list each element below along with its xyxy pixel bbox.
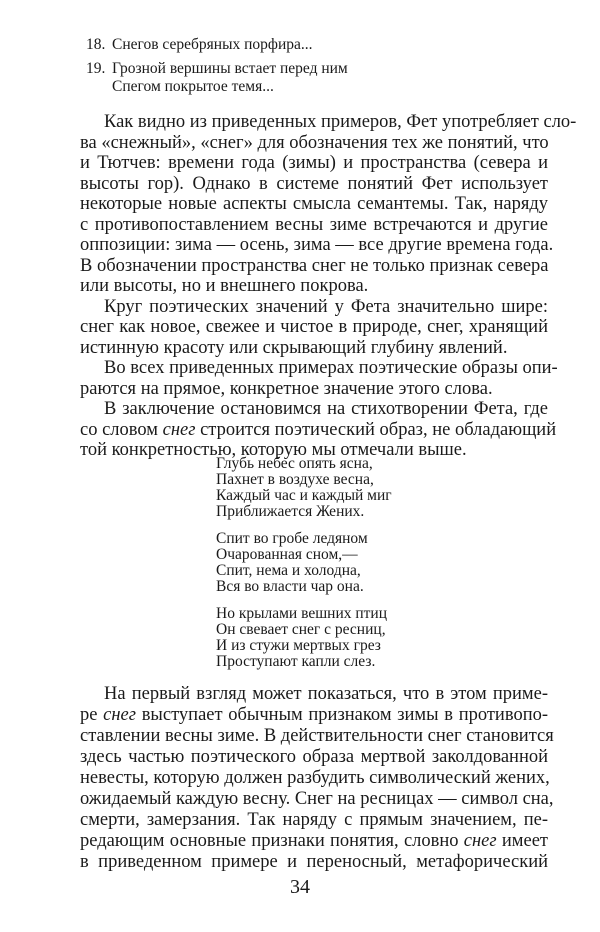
text-line	[80, 235, 554, 256]
text-line	[80, 684, 548, 705]
text-line	[80, 358, 558, 379]
text-line	[80, 174, 548, 195]
body-text-top	[80, 112, 577, 461]
item-text: Грозной вершины встает перед ним	[112, 60, 348, 77]
numbered-line	[86, 78, 348, 96]
text-line	[80, 747, 548, 768]
text-segment: невесты, которую должен разбудить символический жених,	[80, 768, 550, 788]
text-segment: На первый взгляд может показаться, что в этом приме-	[104, 684, 548, 704]
text-segment: оппозиции: зима — осень, зима — все другие времена года.	[80, 235, 554, 255]
text-line	[80, 194, 548, 215]
poem-line: Очарованная сном,—	[216, 546, 358, 563]
poem-line: Спит во гробе ледяном	[216, 530, 368, 547]
text-segment: некоторые новые аспекты смысла семантемы. Так, наряду	[80, 194, 548, 214]
text-line	[80, 133, 548, 154]
poem-line: Каждый час и каждый миг	[216, 487, 392, 504]
text-line	[80, 379, 548, 400]
text-segment: в приведенном примере и переносный, метафорический	[80, 852, 548, 872]
text-segment: строится поэтический образ, не обладающий	[195, 419, 557, 440]
text-line	[80, 256, 548, 277]
text-segment: раются на прямое, конкретное значение этого слова.	[80, 378, 493, 399]
text-segment: редающим основные признаки понятия, словно	[80, 831, 464, 851]
item-text: Спегом покрытое темя...	[112, 78, 274, 95]
text-segment: здесь частью поэтического образа мертвой заколдованной	[80, 747, 548, 767]
poem-line: И из стужи мертвых грез	[216, 637, 381, 654]
poem-line: Пахнет в воздухе весна,	[216, 471, 374, 488]
text-segment: выступает обычным признаком зимы в противопо-	[136, 705, 549, 725]
poem-quote	[216, 456, 392, 670]
body-text-bottom	[80, 684, 554, 873]
numbered-item	[86, 60, 348, 96]
text-segment: снег как новое, свежее и чистое в природе, снег, хранящий	[80, 317, 548, 337]
text-segment: Во всех приведенных примерах поэтические образы опи-	[104, 358, 558, 378]
text-segment: Как видно из приведенных примеров, Фет употребляет сло-	[104, 112, 577, 132]
text-segment: В обозначении пространства снег не только признак севера	[80, 255, 549, 276]
text-line	[80, 297, 548, 318]
text-line	[80, 831, 548, 852]
italic-term: снег	[162, 419, 196, 440]
text-segment: и Тютчев: времени года (зимы) и пространства (севера и	[80, 153, 548, 173]
numbered-line	[86, 36, 348, 54]
text-line	[80, 112, 577, 133]
poem-line: Проступают капли слез.	[216, 653, 376, 670]
text-line	[80, 215, 548, 236]
poem-line: Он свевает снег с ресниц,	[216, 621, 386, 638]
text-line	[80, 276, 548, 297]
text-line	[80, 419, 557, 441]
text-segment: ва «снежный», «снег» для обозначения тех же понятий, что	[80, 132, 549, 153]
poem-stanza	[216, 456, 392, 520]
poem-line: Приближается Жених.	[216, 503, 365, 520]
text-segment: Круг поэтических значений у Фета значительно шире:	[104, 296, 548, 317]
text-segment: со словом	[80, 419, 163, 440]
poem-stanza	[216, 531, 392, 595]
italic-term: снег	[463, 831, 497, 851]
text-segment: высоты гор). Однако в системе понятий Фет использует	[80, 173, 548, 194]
text-line	[80, 789, 554, 810]
text-line	[80, 705, 548, 726]
poem-line: Но крылами вешних птиц	[216, 605, 388, 622]
numbered-item	[86, 36, 348, 54]
text-segment: истинную красоту или скрывающий глубину явлений.	[80, 337, 508, 358]
text-segment: ожидаемый каждую весну. Снег на ресницах — символ сна,	[80, 789, 554, 809]
numbered-line	[86, 60, 348, 78]
text-segment: той конкретностью, которую мы отмечали выше.	[80, 440, 467, 460]
italic-term: снег	[103, 705, 136, 725]
item-number: 19.	[86, 60, 106, 77]
text-segment: с противопоставлением весны зиме встречаются и другие	[80, 214, 548, 235]
text-line	[80, 338, 548, 359]
text-segment: имеет	[496, 831, 548, 851]
item-text: Снегов серебряных порфира...	[112, 36, 313, 53]
poem-line: Спит, нема и холодна,	[216, 562, 361, 579]
poem-stanza	[216, 606, 392, 670]
poem-line: Глубь небес опять ясна,	[216, 455, 373, 472]
text-line	[80, 317, 548, 338]
text-line	[80, 726, 554, 747]
text-segment: или высоты, но и внешнего покрова.	[80, 276, 369, 296]
numbered-examples	[86, 36, 348, 96]
item-number: 18.	[86, 36, 106, 53]
text-line	[80, 810, 548, 831]
text-line	[80, 852, 548, 873]
text-segment: В заключение остановимся на стихотворении Фета, где	[104, 399, 548, 419]
text-segment: смерти, замерзания. Так наряду с прямым значением, пе-	[80, 810, 548, 830]
text-line	[80, 399, 548, 420]
text-line	[80, 153, 548, 174]
text-segment: ре	[80, 705, 104, 725]
text-segment: ставлении весны зиме. В действительности снег становится	[80, 726, 554, 746]
text-line	[80, 768, 548, 789]
page-number: 34	[290, 876, 310, 898]
poem-line: Вся во власти чар она.	[216, 578, 364, 595]
